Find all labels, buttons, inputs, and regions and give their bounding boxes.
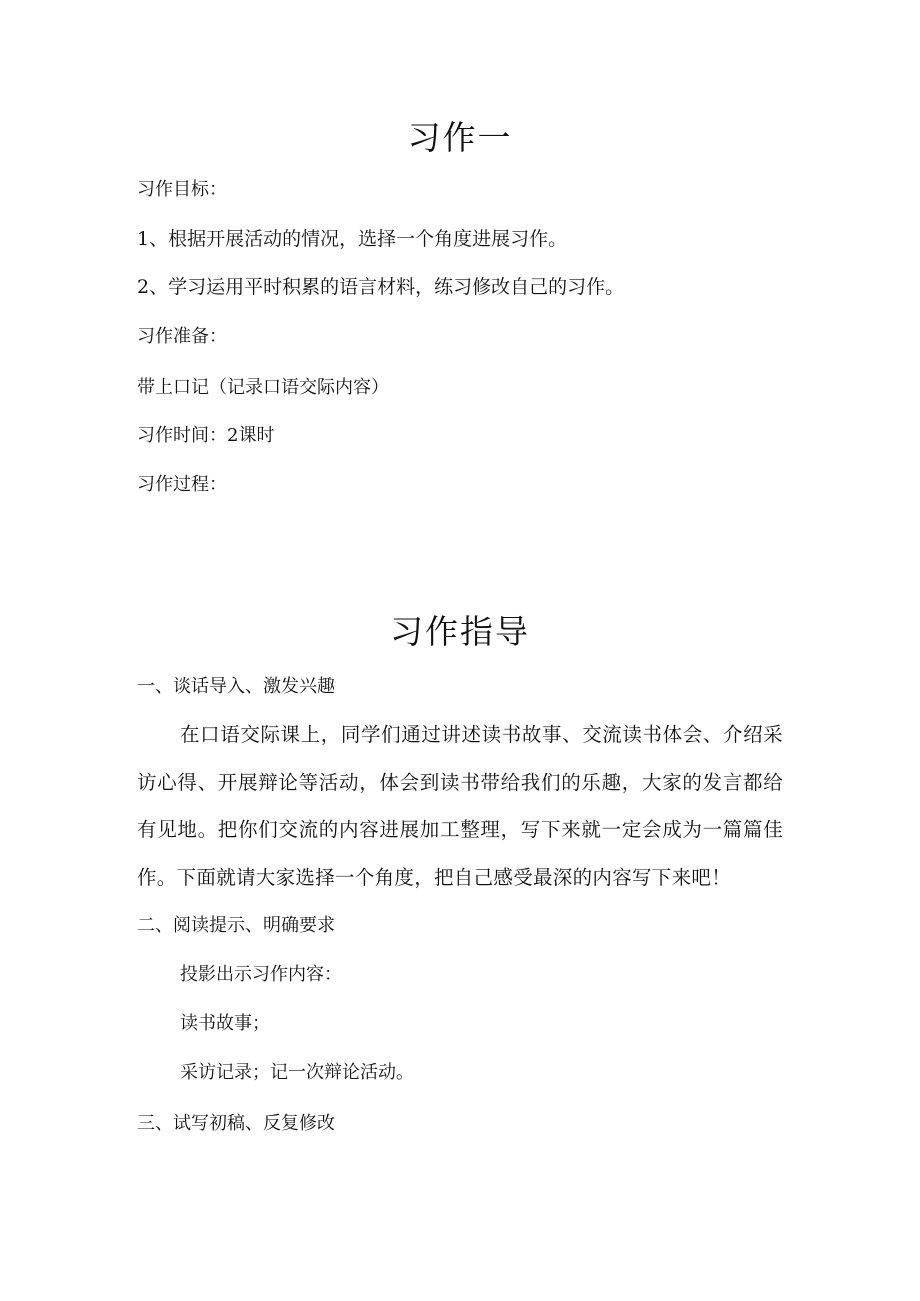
- goal-item-1: 1、根据开展活动的情况，选择一个角度进展习作。: [137, 228, 568, 250]
- prep-text: 带上口记（记录口语交际内容）: [137, 377, 389, 398]
- step-1-paragraph: 在口语交际课上，同学们通过讲述读书故事、交流读书体会、介绍采访心得、开展辩论等活动，体会到读书带给我们的乐趣，大家的发言都给有见地。把你们交流的内容进展加工整理，写下来就一定会成为一篇篇佳作。下面就请大家选择一个角度，把自己感受最深的内容写下来吧！: [137, 723, 783, 889]
- step-3-heading: 三、试写初稿、反复修改: [137, 1113, 335, 1134]
- guidance-title: 习作指导: [390, 612, 530, 651]
- step-2-item-2: 读书故事；: [180, 1013, 270, 1034]
- process-label: 习作过程：: [137, 474, 227, 495]
- step-1-heading: 一、谈话导入、激发兴趣: [137, 676, 335, 697]
- prep-label: 习作准备：: [137, 326, 227, 347]
- goal-item-2: 2、学习运用平时积累的语言材料，练习修改自己的习作。: [137, 276, 625, 298]
- step-2-item-1: 投影出示习作内容：: [180, 964, 342, 985]
- document-title: 习作一: [407, 118, 513, 157]
- step-2-item-3: 采访记录；记一次辩论活动。: [180, 1062, 414, 1083]
- step-2-heading: 二、阅读提示、明确要求: [137, 915, 335, 936]
- goal-label: 习作目标：: [137, 179, 227, 200]
- time-text: 习作时间：2课时: [137, 425, 275, 446]
